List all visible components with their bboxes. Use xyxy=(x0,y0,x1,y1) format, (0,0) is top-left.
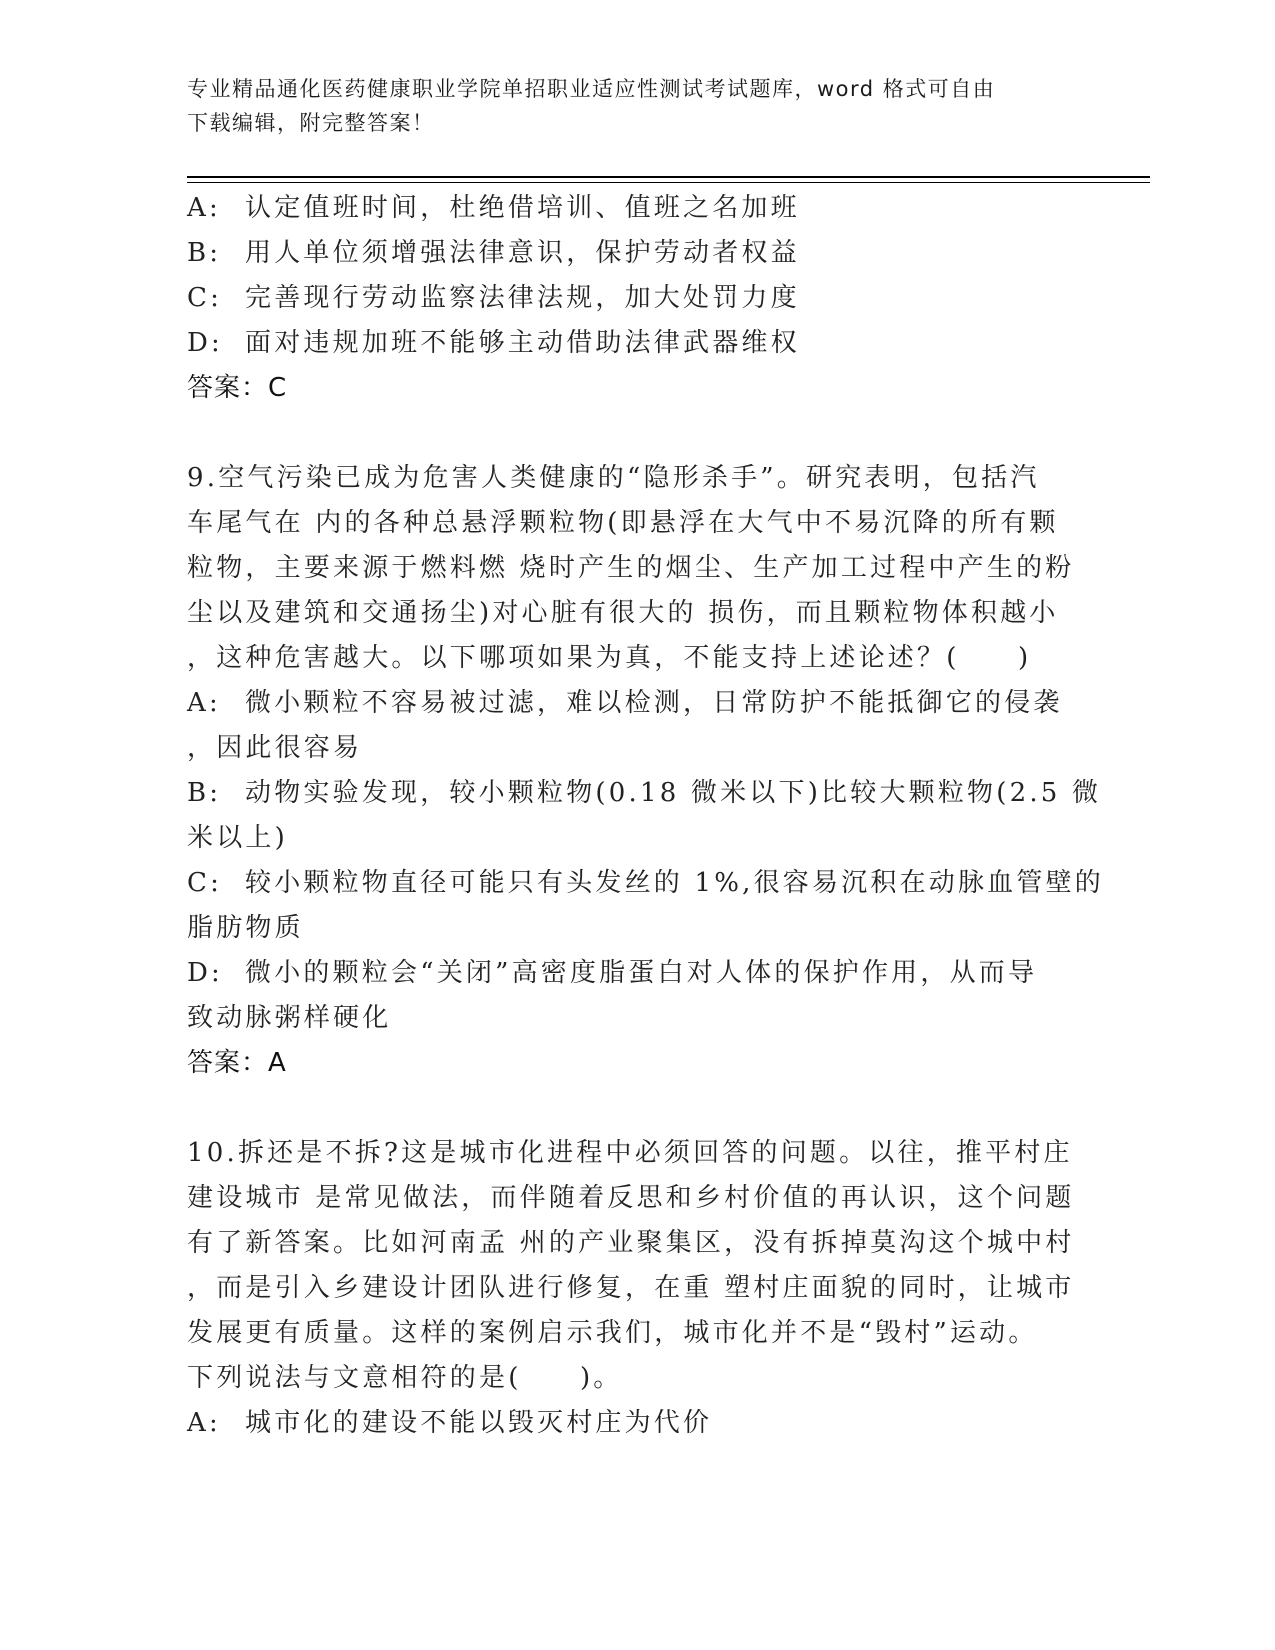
question-stem-line: 9.空气污染已成为危害人类健康的“隐形杀手”。研究表明，包括汽 xyxy=(187,463,1040,493)
question-9 xyxy=(187,456,1104,1086)
option-d: D: 面对违规加班不能够主动借助法律武器维权 xyxy=(187,328,800,358)
option-b: B: 动物实验发现，较小颗粒物(0.18 微米以下)比较大颗粒物(2.5 微 xyxy=(187,778,1102,808)
question-stem-line: 有了新答案。比如河南孟 州的产业聚集区，没有拆掉莫沟这个城中村 xyxy=(187,1228,1075,1258)
header-rule-thin xyxy=(187,182,1150,183)
option-d-continued: 致动脉粥样硬化 xyxy=(187,1003,392,1033)
header-line-1: 专业精品通化医药健康职业学院单招职业适应性测试考试题库，word 格式可自由 xyxy=(187,77,996,101)
question-stem-line: 车尾气在 内的各种总悬浮颗粒物(即悬浮在大气中不易沉降的所有颗 xyxy=(187,508,1059,538)
option-a-continued: ，因此很容易 xyxy=(187,733,363,763)
question-stem-line: 建设城市 是常见做法，而伴随着反思和乡村价值的再认识，这个问题 xyxy=(187,1183,1075,1213)
question-stem-line: 尘以及建筑和交通扬尘)对心脏有很大的 损伤，而且颗粒物体积越小 xyxy=(187,598,1059,628)
question-stem-line: 10.拆还是不拆?这是城市化进程中必须回答的问题。以往，推平村庄 xyxy=(187,1138,1073,1168)
question-stem-line: 粒物，主要来源于燃料燃 烧时产生的烟尘、生产加工过程中产生的粉 xyxy=(187,553,1075,583)
option-a: A: 认定值班时间，杜绝借培训、值班之名加班 xyxy=(187,193,800,223)
option-a: A: 城市化的建设不能以毁灭村庄为代价 xyxy=(187,1408,713,1438)
header-rule-thick xyxy=(187,176,1150,178)
answer: 答案：C xyxy=(187,373,288,403)
option-c-continued: 脂肪物质 xyxy=(187,913,304,943)
option-d: D: 微小的颗粒会“关闭”高密度脂蛋白对人体的保护作用，从而导 xyxy=(187,958,1038,988)
document-body xyxy=(187,186,1104,1446)
option-b-continued: 米以上) xyxy=(187,823,288,853)
header-line-2: 下载编辑，附完整答案！ xyxy=(187,111,435,135)
answer: 答案：A xyxy=(187,1048,287,1078)
document-header xyxy=(187,72,1067,140)
option-a: A: 微小颗粒不容易被过滤，难以检测，日常防护不能抵御它的侵袭 xyxy=(187,688,1063,718)
question-stem-line: ，这种危害越大。以下哪项如果为真，不能支持上述论述？( ) xyxy=(187,643,1032,673)
question-stem-line: 下列说法与文意相符的是( )。 xyxy=(187,1363,623,1393)
question-stem-line: 发展更有质量。这样的案例启示我们，城市化并不是“毁村”运动。 xyxy=(187,1318,1038,1348)
question-10 xyxy=(187,1131,1087,1446)
option-b: B: 用人单位须增强法律意识，保护劳动者权益 xyxy=(187,238,800,268)
question-8 xyxy=(187,186,1087,411)
question-stem-line: ，而是引入乡建设计团队进行修复，在重 塑村庄面貌的同时，让城市 xyxy=(187,1273,1075,1303)
option-c: C: 较小颗粒物直径可能只有头发丝的 1%,很容易沉积在动脉血管壁的 xyxy=(187,868,1104,898)
option-c: C: 完善现行劳动监察法律法规，加大处罚力度 xyxy=(187,283,800,313)
